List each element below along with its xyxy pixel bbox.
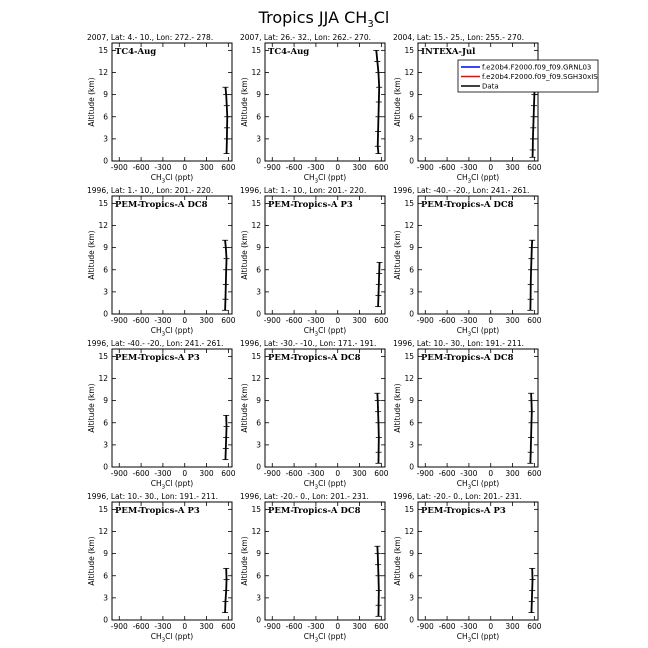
x-axis-label-sub: 3: [467, 178, 472, 185]
x-tick-label: -300: [460, 163, 478, 172]
y-axis-label: Altitude (km): [87, 383, 96, 433]
x-tick-label: -300: [154, 469, 172, 478]
x-tick-label: 600: [527, 316, 542, 325]
plot-frame: [265, 502, 385, 620]
campaign-label: TC4-Aug: [268, 47, 310, 57]
x-axis-label-part: Cl (ppt): [471, 632, 500, 641]
x-axis-label-part: CH: [303, 326, 315, 335]
x-tick-label: 300: [505, 163, 520, 172]
y-tick-label: 9: [103, 90, 108, 100]
y-tick-label: 3: [103, 440, 108, 450]
y-tick-label: 0: [256, 156, 261, 166]
y-axis-label: Altitude (km): [393, 230, 402, 280]
y-tick-label: 3: [409, 593, 414, 603]
y-axis-label: Altitude (km): [87, 230, 96, 280]
y-tick-label: 15: [251, 198, 261, 208]
chart-panel-8: [240, 339, 389, 491]
legend: [458, 60, 598, 92]
y-tick-label: 9: [256, 90, 261, 100]
series-line-data: [377, 546, 378, 616]
x-tick-label: -900: [416, 469, 434, 478]
campaign-label: PEM-Tropics-A P3: [115, 353, 200, 363]
x-tick-label: 300: [352, 316, 367, 325]
x-axis-label: [304, 173, 346, 185]
x-tick-label: 300: [505, 316, 520, 325]
y-tick-label: 15: [404, 504, 414, 514]
x-axis-label-part: CH: [456, 173, 468, 182]
x-axis-label-sub: 3: [161, 178, 166, 185]
x-tick-label: 0: [335, 469, 341, 478]
panel-title: 1996, Lat: -30.- -10., Lon: 171.- 191.: [240, 339, 377, 348]
y-tick-label: 3: [103, 287, 108, 297]
x-axis-label-part: CH: [150, 326, 162, 335]
campaign-label: PEM-Tropics-A DC8: [268, 353, 361, 363]
chart-panel-11: [240, 492, 389, 644]
x-tick-label: 600: [527, 163, 542, 172]
y-tick-label: 12: [251, 68, 261, 77]
x-tick-label: 0: [335, 163, 341, 172]
x-axis-label-part: Cl (ppt): [471, 479, 500, 488]
chart-panel-4: [87, 186, 236, 338]
x-tick-label: -300: [307, 163, 325, 172]
series-line-data: [530, 240, 532, 310]
y-tick-label: 6: [409, 418, 414, 428]
x-tick-label: -600: [285, 163, 303, 172]
y-tick-label: 9: [103, 243, 108, 253]
y-tick-label: 12: [404, 374, 414, 383]
x-axis-label-sub: 3: [314, 637, 319, 644]
x-tick-label: 0: [182, 163, 188, 172]
x-tick-label: -900: [263, 622, 281, 631]
x-axis-label-part: CH: [456, 632, 468, 641]
x-axis-label: [151, 632, 193, 644]
y-tick-label: 15: [404, 45, 414, 55]
y-tick-label: 9: [103, 396, 108, 406]
x-axis-label-part: Cl (ppt): [165, 632, 194, 641]
y-tick-label: 9: [256, 243, 261, 253]
x-tick-label: 600: [374, 622, 389, 631]
y-axis-label: Altitude (km): [87, 536, 96, 586]
y-tick-label: 15: [251, 351, 261, 361]
plot-frame: [418, 196, 538, 314]
x-tick-label: 600: [221, 622, 236, 631]
x-tick-label: 0: [488, 469, 494, 478]
y-tick-label: 15: [404, 198, 414, 208]
y-tick-label: 6: [256, 112, 261, 122]
x-axis-label: [457, 479, 499, 491]
y-axis-label: Altitude (km): [240, 383, 249, 433]
y-tick-label: 0: [103, 615, 108, 625]
y-tick-label: 15: [251, 45, 261, 55]
x-tick-label: -900: [416, 316, 434, 325]
x-tick-label: 300: [505, 469, 520, 478]
x-tick-label: 300: [199, 316, 214, 325]
figure-title: Tropics JJA $CH_3Cl$: [258, 8, 390, 30]
x-tick-label: 600: [527, 622, 542, 631]
plot-frame: [112, 349, 232, 467]
x-axis-label-sub: 3: [314, 178, 319, 185]
y-tick-label: 3: [256, 134, 261, 144]
x-axis-label-part: Cl (ppt): [165, 326, 194, 335]
y-tick-label: 9: [409, 90, 414, 100]
x-axis-label: [151, 173, 193, 185]
chart-panel-10: [87, 492, 236, 644]
x-axis-label-part: Cl (ppt): [318, 479, 347, 488]
x-tick-label: -300: [460, 469, 478, 478]
y-axis-label: Altitude (km): [240, 536, 249, 586]
x-tick-label: -600: [438, 469, 456, 478]
campaign-label: PEM-Tropics-A P3: [421, 506, 506, 516]
panel-title: 1996, Lat: -20.- 0., Lon: 201.- 231.: [393, 492, 522, 501]
x-axis-label: [304, 632, 346, 644]
panel-title: 1996, Lat: 1.- 10., Lon: 201.- 220.: [240, 186, 367, 195]
y-tick-label: 6: [103, 265, 108, 275]
panel-title: 2004, Lat: 15.- 25., Lon: 255.- 270.: [393, 33, 524, 42]
x-tick-label: 300: [352, 163, 367, 172]
x-tick-label: 0: [488, 316, 494, 325]
x-tick-label: -600: [438, 316, 456, 325]
x-axis-label: [304, 326, 346, 338]
y-tick-label: 0: [256, 462, 261, 472]
y-axis-label: Altitude (km): [393, 77, 402, 127]
x-axis-label-sub: 3: [314, 331, 319, 338]
x-tick-label: 0: [488, 622, 494, 631]
y-tick-label: 6: [256, 418, 261, 428]
x-tick-label: -300: [307, 316, 325, 325]
x-axis-label-sub: 3: [161, 331, 166, 338]
x-tick-label: 0: [182, 469, 188, 478]
x-tick-label: -900: [110, 316, 128, 325]
x-tick-label: -600: [285, 622, 303, 631]
chart-panel-5: [240, 186, 389, 338]
y-tick-label: 9: [256, 549, 261, 559]
x-axis-label-part: Cl (ppt): [165, 479, 194, 488]
plot-frame: [418, 349, 538, 467]
x-axis-label: [151, 479, 193, 491]
x-axis-label-part: Cl (ppt): [318, 326, 347, 335]
panel-title: 1996, Lat: 10.- 30., Lon: 191.- 211.: [87, 492, 218, 501]
y-tick-label: 9: [103, 549, 108, 559]
y-tick-label: 12: [251, 527, 261, 536]
plot-frame: [112, 196, 232, 314]
x-axis-label-part: CH: [456, 479, 468, 488]
x-axis-label-part: Cl (ppt): [471, 173, 500, 182]
y-tick-label: 3: [256, 440, 261, 450]
y-tick-label: 6: [409, 265, 414, 275]
x-axis-label-sub: 3: [467, 331, 472, 338]
plot-frame: [112, 502, 232, 620]
y-tick-label: 6: [103, 418, 108, 428]
y-axis-label: Altitude (km): [393, 536, 402, 586]
panel-title: 1996, Lat: -20.- 0., Lon: 201.- 231.: [240, 492, 369, 501]
x-tick-label: -900: [416, 163, 434, 172]
y-tick-label: 15: [404, 351, 414, 361]
panel-title: 2007, Lat: 4.- 10., Lon: 272.- 278.: [87, 33, 214, 42]
x-tick-label: -900: [263, 316, 281, 325]
y-tick-label: 15: [251, 504, 261, 514]
x-tick-label: 300: [352, 622, 367, 631]
panel-title: 1996, Lat: -40.- -20., Lon: 241.- 261.: [87, 339, 224, 348]
x-tick-label: -900: [110, 163, 128, 172]
chart-panel-2: [240, 33, 389, 185]
chart-panel-6: [393, 186, 542, 338]
x-tick-label: -300: [460, 622, 478, 631]
y-tick-label: 12: [98, 68, 108, 77]
x-tick-label: -300: [154, 163, 172, 172]
series-line-data: [377, 393, 378, 463]
plot-frame: [418, 502, 538, 620]
x-axis-label-part: CH: [150, 632, 162, 641]
y-tick-label: 12: [251, 221, 261, 230]
y-tick-label: 0: [409, 156, 414, 166]
x-tick-label: 0: [182, 622, 188, 631]
campaign-label: TC4-Aug: [115, 47, 157, 57]
x-tick-label: 600: [221, 163, 236, 172]
panel-title: 1996, Lat: -40.- -20., Lon: 241.- 261.: [393, 186, 530, 195]
x-tick-label: -900: [263, 469, 281, 478]
y-tick-label: 0: [409, 615, 414, 625]
x-axis-label-part: CH: [456, 326, 468, 335]
x-tick-label: -300: [307, 469, 325, 478]
y-tick-label: 12: [404, 221, 414, 230]
y-tick-label: 12: [251, 374, 261, 383]
x-tick-label: 600: [374, 469, 389, 478]
chart-panel-1: [87, 33, 236, 185]
y-tick-label: 3: [409, 134, 414, 144]
y-tick-label: 0: [103, 156, 108, 166]
y-tick-label: 15: [98, 351, 108, 361]
panel-title: 1996, Lat: 10.- 30., Lon: 191.- 211.: [393, 339, 524, 348]
x-tick-label: 600: [527, 469, 542, 478]
x-axis-label-part: Cl (ppt): [318, 173, 347, 182]
x-tick-label: -600: [132, 622, 150, 631]
y-tick-label: 9: [256, 396, 261, 406]
x-axis-label: [457, 326, 499, 338]
y-axis-label: Altitude (km): [240, 230, 249, 280]
panel-grid: [87, 33, 542, 644]
y-tick-label: 9: [409, 549, 414, 559]
chart-panel-7: [87, 339, 236, 491]
x-axis-label: [151, 326, 193, 338]
y-tick-label: 15: [98, 504, 108, 514]
x-tick-label: 600: [374, 316, 389, 325]
campaign-label: PEM-Tropics-A DC8: [268, 506, 361, 516]
chart-panel-3: [393, 33, 542, 185]
y-tick-label: 3: [256, 593, 261, 603]
campaign-label: PEM-Tropics-A DC8: [421, 200, 514, 210]
x-axis-label-part: Cl (ppt): [471, 326, 500, 335]
y-tick-label: 0: [409, 309, 414, 319]
x-axis-label-part: Cl (ppt): [318, 632, 347, 641]
y-tick-label: 3: [409, 440, 414, 450]
plot-frame: [265, 349, 385, 467]
x-tick-label: -900: [110, 469, 128, 478]
legend-label: f.e20b4.F2000.f09_f09.SGH30xIS: [482, 73, 598, 81]
x-tick-label: -600: [132, 469, 150, 478]
x-tick-label: 600: [374, 163, 389, 172]
legend-label: Data: [482, 82, 499, 91]
y-tick-label: 0: [103, 309, 108, 319]
y-tick-label: 0: [256, 615, 261, 625]
x-tick-label: -300: [460, 316, 478, 325]
x-axis-label-sub: 3: [467, 484, 472, 491]
campaign-label: PEM-Tropics-A P3: [115, 506, 200, 516]
x-tick-label: -300: [154, 622, 172, 631]
x-tick-label: 300: [199, 163, 214, 172]
legend-label: f.e20b4.F2000.f09_f09.GRNL03: [482, 63, 592, 72]
x-tick-label: -300: [154, 316, 172, 325]
x-tick-label: 0: [182, 316, 188, 325]
y-tick-label: 3: [256, 287, 261, 297]
chart-panel-12: [393, 492, 542, 644]
y-tick-label: 0: [103, 462, 108, 472]
series-line-data: [225, 87, 227, 153]
x-tick-label: -600: [132, 163, 150, 172]
x-tick-label: -600: [438, 163, 456, 172]
y-tick-label: 6: [409, 571, 414, 581]
x-tick-label: -900: [110, 622, 128, 631]
x-axis-label-part: Cl (ppt): [165, 173, 194, 182]
x-tick-label: 0: [335, 622, 341, 631]
x-tick-label: -600: [285, 316, 303, 325]
x-axis-label-part: CH: [303, 632, 315, 641]
campaign-label: PEM-Tropics-A DC8: [115, 200, 208, 210]
x-axis-label-sub: 3: [161, 484, 166, 491]
y-tick-label: 12: [98, 221, 108, 230]
y-tick-label: 6: [256, 265, 261, 275]
x-tick-label: -600: [438, 622, 456, 631]
series-line-data: [225, 240, 226, 310]
plot-frame: [265, 196, 385, 314]
x-tick-label: 300: [352, 469, 367, 478]
x-axis-label-sub: 3: [467, 637, 472, 644]
x-axis-label-part: CH: [150, 479, 162, 488]
y-tick-label: 6: [409, 112, 414, 122]
campaign-label: PEM-Tropics-A DC8: [421, 353, 514, 363]
campaign-label: INTEXA-Jul: [421, 47, 476, 57]
x-tick-label: -600: [285, 469, 303, 478]
y-tick-label: 12: [404, 527, 414, 536]
campaign-label: PEM-Tropics-A P3: [268, 200, 353, 210]
y-tick-label: 3: [409, 287, 414, 297]
x-tick-label: -600: [132, 316, 150, 325]
y-tick-label: 12: [98, 374, 108, 383]
y-tick-label: 12: [98, 527, 108, 536]
x-tick-label: 300: [199, 622, 214, 631]
x-tick-label: -900: [416, 622, 434, 631]
x-axis-label-sub: 3: [161, 637, 166, 644]
y-tick-label: 15: [98, 198, 108, 208]
x-tick-label: 0: [488, 163, 494, 172]
x-axis-label: [457, 632, 499, 644]
plot-frame: [265, 43, 385, 161]
x-axis-label-part: CH: [150, 173, 162, 182]
x-tick-label: 600: [221, 469, 236, 478]
y-axis-label: Altitude (km): [240, 77, 249, 127]
panel-title: 1996, Lat: 1.- 10., Lon: 201.- 220.: [87, 186, 214, 195]
x-tick-label: 600: [221, 316, 236, 325]
y-tick-label: 3: [103, 134, 108, 144]
y-tick-label: 3: [103, 593, 108, 603]
x-axis-label-sub: 3: [314, 484, 319, 491]
y-tick-label: 0: [256, 309, 261, 319]
x-tick-label: -300: [307, 622, 325, 631]
y-tick-label: 6: [103, 112, 108, 122]
y-tick-label: 6: [103, 571, 108, 581]
x-tick-label: -900: [263, 163, 281, 172]
y-tick-label: 6: [256, 571, 261, 581]
x-axis-label: [304, 479, 346, 491]
y-tick-label: 9: [409, 396, 414, 406]
y-tick-label: 9: [409, 243, 414, 253]
x-axis-label-part: CH: [303, 479, 315, 488]
x-tick-label: 300: [199, 469, 214, 478]
x-tick-label: 0: [335, 316, 341, 325]
series-line-data: [530, 393, 531, 463]
chart-panel-9: [393, 339, 542, 491]
y-tick-label: 0: [409, 462, 414, 472]
x-axis-label: [457, 173, 499, 185]
panel-title: 2007, Lat: 26.- 32., Lon: 262.- 270.: [240, 33, 371, 42]
y-axis-label: Altitude (km): [87, 77, 96, 127]
y-tick-label: 15: [98, 45, 108, 55]
y-tick-label: 12: [404, 68, 414, 77]
y-axis-label: Altitude (km): [393, 383, 402, 433]
x-axis-label-part: CH: [303, 173, 315, 182]
plot-frame: [112, 43, 232, 161]
x-tick-label: 300: [505, 622, 520, 631]
